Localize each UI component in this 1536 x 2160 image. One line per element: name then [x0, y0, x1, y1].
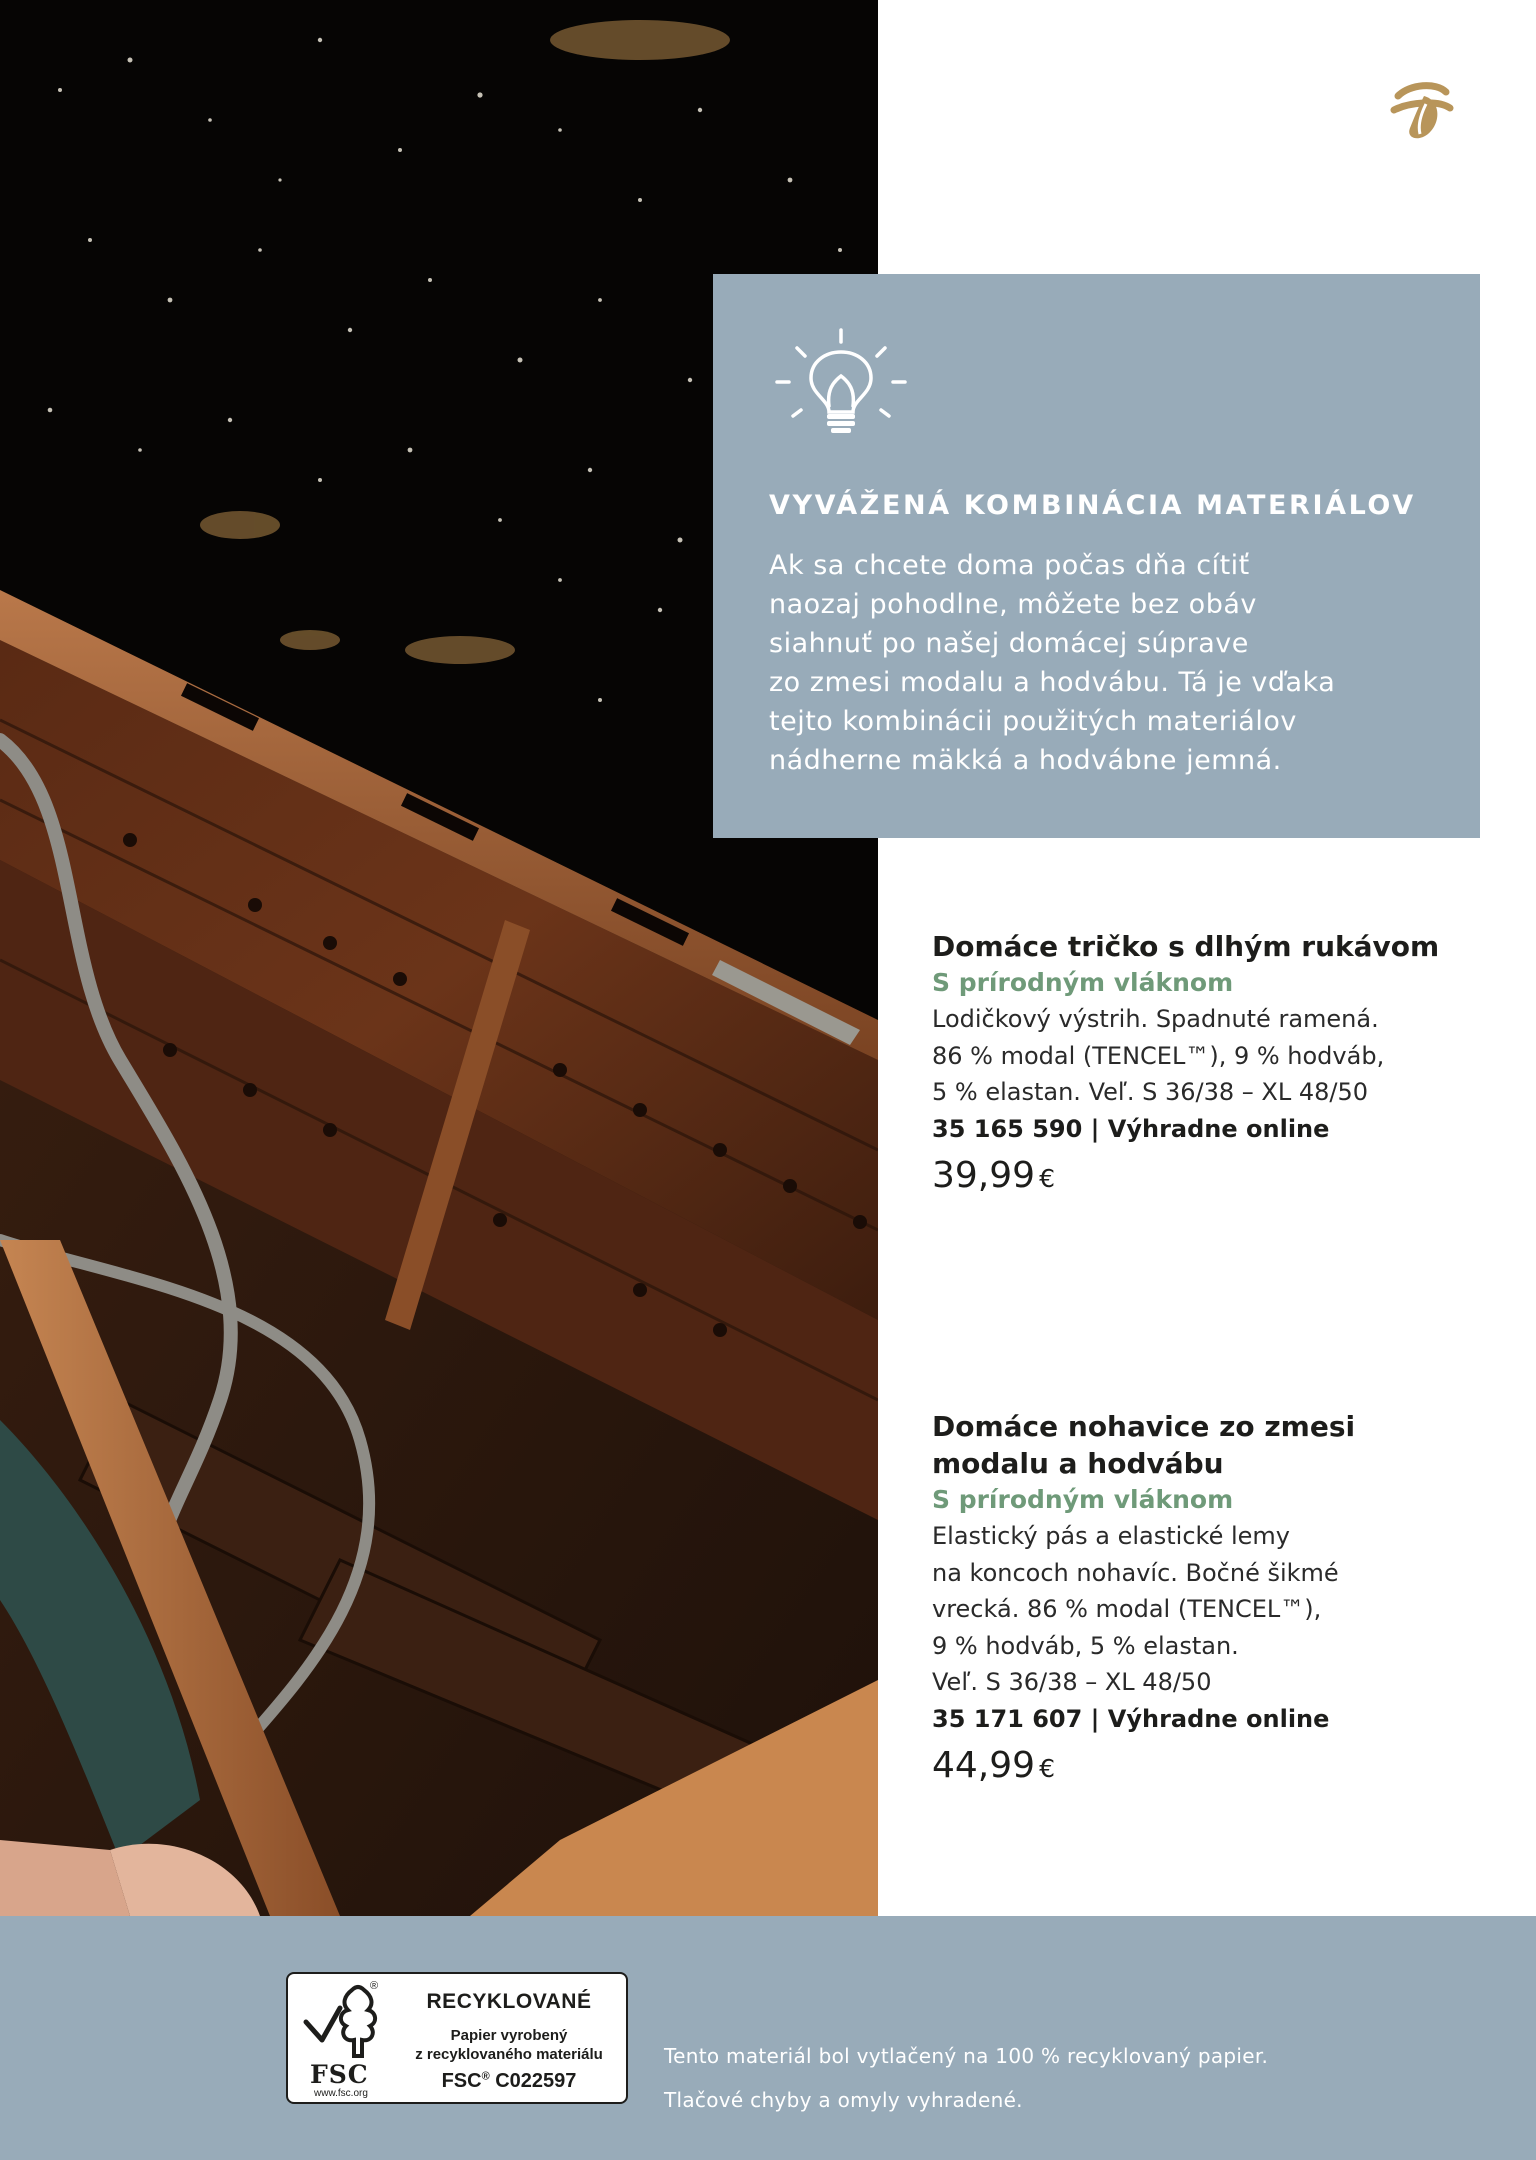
product-description — [932, 1001, 1492, 1111]
product-desc-line: Veľ. S 36/38 – XL 48/50 — [932, 1668, 1212, 1696]
product-subtitle: S prírodným vláknom — [932, 968, 1234, 997]
product-shirt — [932, 928, 1492, 1202]
product-desc-line: 5 % elastan. Veľ. S 36/38 – XL 48/50 — [932, 1078, 1369, 1106]
product-price — [932, 1743, 1492, 1792]
product-code: 35 165 590 | Výhradne online — [932, 1114, 1330, 1143]
price-value: 39,99 — [932, 1154, 1036, 1196]
footer-line: Tlačové chyby a omyly vyhradené. — [664, 2088, 1023, 2112]
product-title-line: Domáce tričko s dlhým rukávom — [932, 930, 1440, 963]
product-desc-line: na koncoch nohavíc. Bočné šikmé — [932, 1558, 1339, 1587]
product-title — [932, 928, 1492, 965]
fsc-code-reg: ® — [481, 2070, 490, 2083]
info-box — [713, 274, 1480, 838]
info-text — [769, 546, 1459, 780]
product-price — [932, 1153, 1492, 1202]
footer-disclaimer — [664, 2034, 1268, 2122]
info-text-line: naozaj pohodlne, môžete bez obáv — [769, 589, 1257, 620]
product-desc-line: 86 % modal (TENCEL™), 9 % hodváb, — [932, 1041, 1385, 1070]
tchibo-logo-icon — [1388, 78, 1454, 148]
fsc-tree-checkmark-icon — [300, 1982, 388, 2062]
fsc-label — [286, 1972, 628, 2104]
product-desc-line: Lodičkový výstrih. Spadnuté ramená. — [932, 1005, 1379, 1033]
product-desc-line: 9 % hodváb, 5 % elastan. — [932, 1631, 1239, 1660]
fsc-wordmark: FSC — [310, 2060, 369, 2089]
light-bulb-icon — [773, 326, 909, 436]
product-title-line: modalu a hodvábu — [932, 1447, 1224, 1480]
footer-line: Tento materiál bol vytlačený na 100 % recyklovaný papier. — [664, 2044, 1269, 2068]
fsc-registered-mark: ® — [370, 1980, 379, 1992]
product-pants — [932, 1408, 1492, 1792]
fsc-license-code — [394, 2070, 624, 2093]
product-title — [932, 1408, 1492, 1482]
footer — [0, 1916, 1536, 2160]
price-currency: € — [1039, 1163, 1055, 1193]
product-subtitle: S prírodným vláknom — [932, 1485, 1234, 1514]
fsc-subtext-line: Papier vyrobený — [450, 2027, 568, 2044]
fsc-subtext-line: z recyklovaného materiálu — [415, 2046, 603, 2063]
price-currency: € — [1039, 1753, 1055, 1783]
info-text-line: nádherne mäkká a hodvábne jemná. — [769, 745, 1282, 776]
product-code: 35 171 607 | Výhradne online — [932, 1704, 1330, 1733]
info-text-line: tejto kombinácii použitých materiálov — [769, 706, 1297, 737]
fsc-code-number: C022597 — [495, 2070, 577, 2092]
fsc-code-prefix: FSC — [441, 2070, 482, 2092]
info-title: VYVÁŽENÁ KOMBINÁCIA MATERIÁLOV — [769, 490, 1416, 521]
product-description — [932, 1518, 1492, 1701]
product-desc-line: vrecká. 86 % modal (TENCEL™), — [932, 1595, 1322, 1623]
fsc-url: www.fsc.org — [314, 2088, 368, 2099]
product-desc-line: Elastický pás a elastické lemy — [932, 1522, 1290, 1550]
info-text-line: Ak sa chcete doma počas dňa cítiť — [769, 550, 1250, 581]
info-text-line: siahnuť po našej domácej súprave — [769, 628, 1249, 659]
fsc-heading: RECYKLOVANÉ — [426, 1990, 592, 2013]
price-value: 44,99 — [932, 1744, 1036, 1786]
info-text-line: zo zmesi modalu a hodvábu. Tá je vďaka — [769, 667, 1336, 698]
fsc-subtext — [394, 2026, 624, 2064]
product-title-line: Domáce nohavice zo zmesi — [932, 1410, 1356, 1443]
